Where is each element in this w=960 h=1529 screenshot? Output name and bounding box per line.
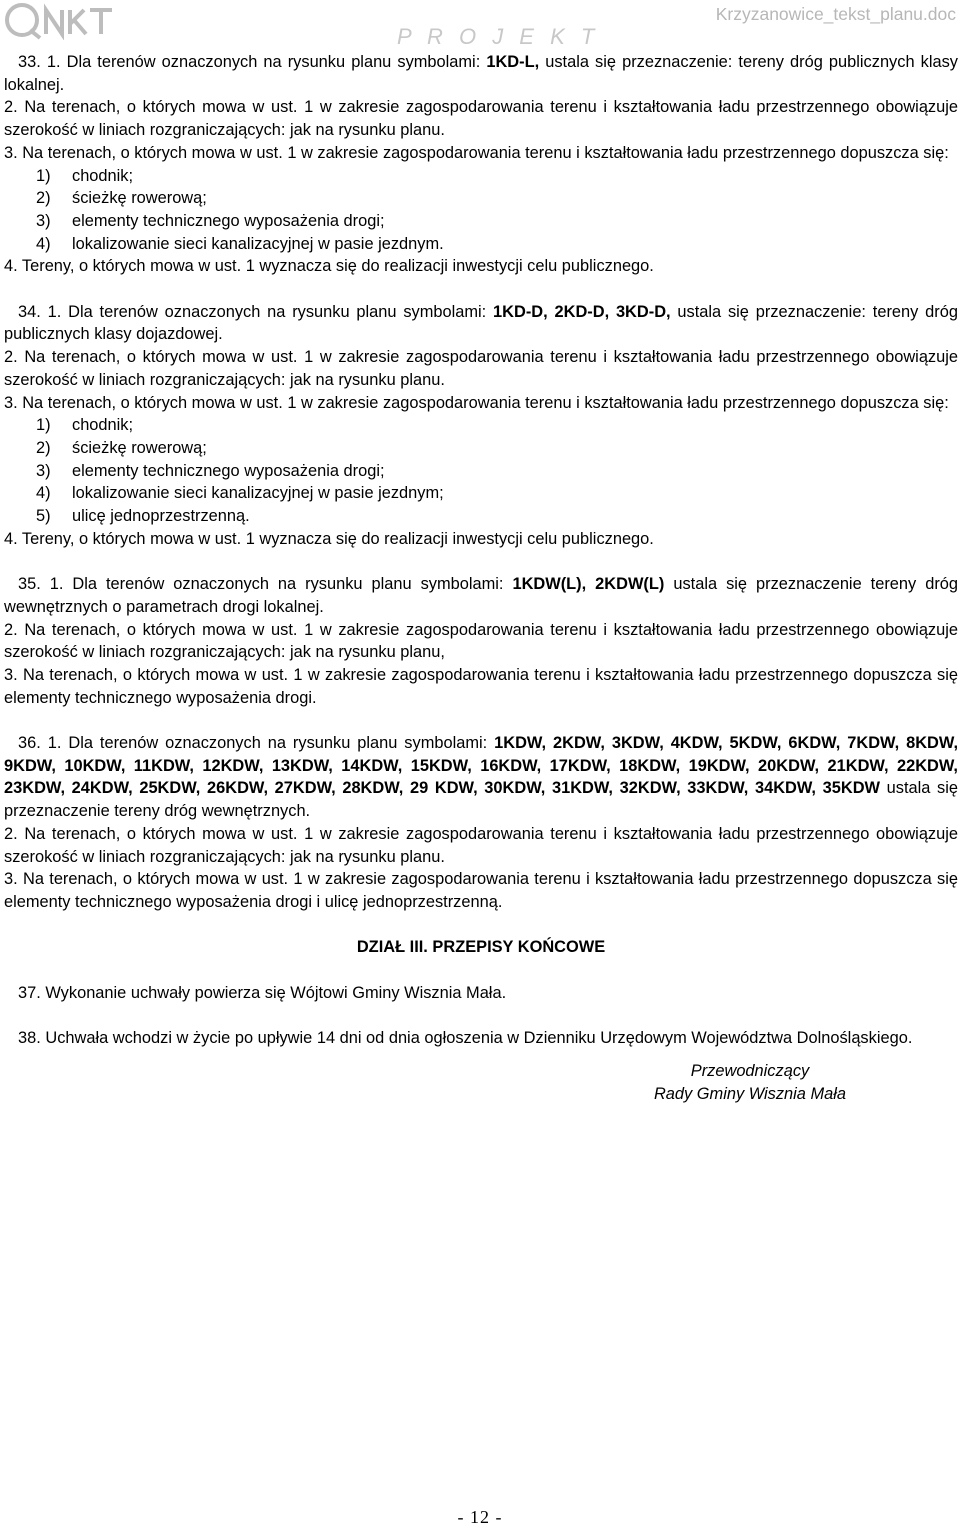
list-item: 4) lokalizowanie sieci kanalizacyjnej w pasie jezdnym; (36, 484, 444, 503)
s33-p2: 2. Na terenach, o których mowa w ust. 1 w zakresie zagospodarowania terenu i kształtowania ładu przestrzennego obowiązuje szerokość w liniach rozgraniczających: jak na rysunku planu. (4, 98, 958, 140)
s36-p2: 2. Na terenach, o których mowa w ust. 1 w zakresie zagospodarowania terenu i kształtowania ładu przestrzennego obowiązuje szerokość w liniach rozgraniczających: jak na rysunku planu. (4, 824, 958, 866)
section-heading: DZIAŁ III. PRZEPISY KOŃCOWE (356, 938, 606, 957)
document-filename: Krzyzanowice_tekst_planu.doc (715, 4, 956, 24)
symbol-list: 1KDW, 2KDW, 3KDW, 4KDW, 5KDW, 6KDW, 7KDW, 8KDW, 9KDW, 10KDW, 11KDW, 12KDW, 13KDW, 14KDW, 15KDW, 16KDW, 17KDW, 18KDW, 19KDW, 20KDW, 21KDW, 22KDW, 23KDW, 24KDW, 25KDW, 26KDW, 27KDW, 28KDW, 29 KDW, 30KDW, 31KDW, 32KDW, 33KDW, 34KDW, 35KDW (4, 734, 958, 798)
document-body (4, 51, 958, 1106)
list-item: 3) elementy technicznego wyposażenia drogi; (36, 461, 385, 480)
list-item: 4) lokalizowanie sieci kanalizacyjnej w pasie jezdnym. (36, 234, 444, 253)
s34-p2: 2. Na terenach, o których mowa w ust. 1 w zakresie zagospodarowania terenu i kształtowania ładu przestrzennego obowiązuje szerokość w liniach rozgraniczających: jak na rysunku planu. (4, 348, 958, 389)
s35-p1: 35. 1. Dla terenów oznaczonych na rysunku planu symbolami: 1KDW(L), 2KDW(L) ustala się przeznaczenie tereny dróg wewnętrznych o parametrach drogi lokalnej. (4, 575, 959, 616)
symbol-list: 1KD-D, 2KD-D, 3KD-D, (493, 302, 671, 321)
list-item: 2) ścieżkę rowerową; (36, 438, 207, 457)
s37: 37. Wykonanie uchwały powierza się Wójtowi Gminy Wisznia Mała. (18, 983, 507, 1002)
signature-title: Przewodniczący (690, 1061, 810, 1080)
s34-p1: 34. 1. Dla terenów oznaczonych na rysunku planu symbolami: 1KD-D, 2KD-D, 3KD-D, ustala się przeznaczenie: tereny dróg publicznych klasy dojazdowej. (4, 302, 958, 344)
s36-p1: 36. 1. Dla terenów oznaczonych na rysunku planu symbolami: 1KDW, 2KDW, 3KDW, 4KDW, 5KDW, 6KDW, 7KDW, 8KDW, 9KDW, 10KDW, 11KDW, 12KDW, 13KDW, 14KDW, 15KDW, 16KDW, 17KDW, 18KDW, 19KDW, 20KDW, 21KDW, 22KDW, 23KDW, 24KDW, 25KDW, 26KDW, 27KDW, 28KDW, 29 KDW, 30KDW, 31KDW, 32KDW, 33KDW, 34KDW, 35KDW ustala się przeznaczenie tereny dróg wewnętrznych. (4, 734, 958, 821)
s33-p4: 4. Tereny, o których mowa w ust. 1 wyznacza się do realizacji inwestycji celu publicznego. (4, 257, 654, 276)
s33-p3: 3. Na terenach, o których mowa w ust. 1 w zakresie zagospodarowania terenu i kształtowania ładu przestrzennego dopuszcza się: (4, 143, 949, 162)
page-number: - 12 - (457, 1507, 503, 1527)
list-item: 2) ścieżkę rowerową; (36, 189, 207, 208)
s38: 38. Uchwała wchodzi w życie po upływie 14 dni od dnia ogłoszenia w Dzienniku Urzędowym Województwa Dolnośląskiego. (18, 1029, 913, 1048)
s34-p3: 3. Na terenach, o których mowa w ust. 1 w zakresie zagospodarowania terenu i kształtowania ładu przestrzennego dopuszcza się: (4, 393, 949, 412)
list-item: 5) ulicę jednoprzestrzenną. (36, 507, 250, 526)
list-item: 1) chodnik; (36, 166, 134, 185)
s33-p1: 33. 1. Dla terenów oznaczonych na rysunku planu symbolami: 1KD-L, ustala się przeznaczenie: tereny dróg publicznych klasy lokalnej. (4, 53, 958, 94)
s35-p2: 2. Na terenach, o których mowa w ust. 1 w zakresie zagospodarowania terenu i kształtowania ładu przestrzennego obowiązuje szerokość w liniach rozgraniczających: jak na rysunku planu, (4, 620, 958, 662)
s34-p4: 4. Tereny, o których mowa w ust. 1 wyznacza się do realizacji inwestycji celu publicznego. (4, 529, 654, 548)
symbol-list: 1KD-L, (486, 53, 540, 71)
list-item: 3) elementy technicznego wyposażenia drogi; (36, 211, 385, 230)
projekt-watermark: P R O J E K T (397, 24, 600, 49)
symbol-list: 1KDW(L), 2KDW(L) (512, 575, 665, 594)
signature-block (632, 1060, 868, 1106)
onkt-logo (4, 0, 122, 40)
s36-p3: 3. Na terenach, o których mowa w ust. 1 w zakresie zagospodarowania terenu i kształtowania ładu przestrzennego dopuszcza się elementy technicznego wyposażenia drogi i ulicę jednoprzestrzenną. (4, 870, 958, 911)
signature-body: Rady Gminy Wisznia Mała (653, 1084, 847, 1103)
list-item: 1) chodnik; (36, 416, 134, 435)
s35-p3: 3. Na terenach, o których mowa w ust. 1 w zakresie zagospodarowania terenu i kształtowania ładu przestrzennego dopuszcza się elementy technicznego wyposażenia drogi. (4, 665, 958, 707)
